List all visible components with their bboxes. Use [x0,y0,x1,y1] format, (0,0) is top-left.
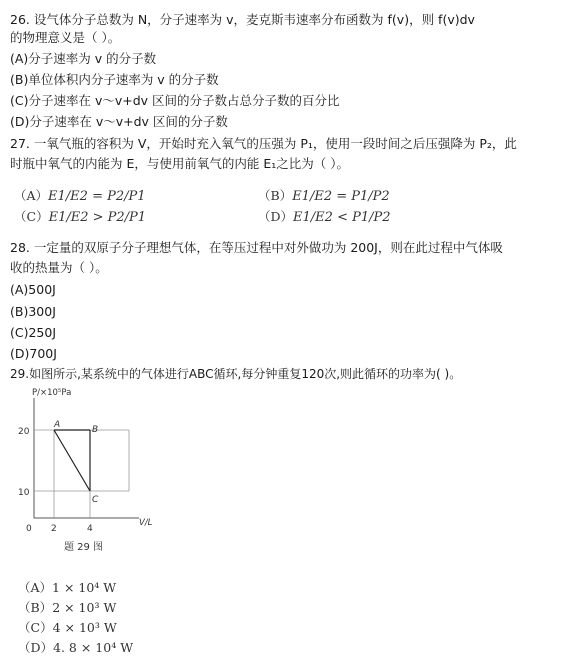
q27-stem-line2: 时瓶中氧气的内能为 E，与使用前氧气的内能 E₁之比为（ ）。 [10,156,349,171]
q29-option-b-label: （B） [18,600,53,615]
q26-option-a: (A)分子速率为 v 的分子数 [10,51,157,66]
q29-option-c-label: （C） [18,620,53,635]
q29-option-a-value: 1 × 10⁴ W [52,580,117,595]
q29-option-d-value: 4. 8 × 10⁴ W [53,640,134,655]
y-tick-20: 20 [18,427,30,437]
point-b-label: B [92,425,99,435]
q27-option-d [258,209,391,226]
q27-stem-line1: 27. 一氧气瓶的容积为 V，开始时充入氧气的压强为 P₁，使用一段时间之后压强降为 P₂，此 [10,136,517,151]
q27-option-b-label: （B） [258,188,293,203]
q29-option-d [18,640,133,656]
x-tick-0: 0 [26,524,32,534]
q28-option-b: (B)300J [10,304,56,319]
q28-option-c: (C)250J [10,325,57,340]
q27-option-b [258,188,390,205]
q27-option-a-label: （A） [14,188,49,203]
q29-option-c-value: 4 × 10³ W [52,620,117,635]
q27-option-c [14,209,146,226]
q27-option-a [14,188,146,205]
q29-option-c [18,620,117,636]
q27-option-d-expr: E1/E2 < P1/P2 [293,210,391,225]
q29-option-b-value: 2 × 10³ W [52,600,117,615]
q29-option-d-label: （D） [18,640,54,655]
q26-option-d: (D)分子速率在 v～v+dv 区间的分子数 [10,114,228,129]
q26-option-b: (B)单位体积内分子速率为 v 的分子数 [10,72,219,87]
q28-option-d: (D)700J [10,346,57,361]
q28-option-a: (A)500J [10,282,56,297]
x-tick-2: 2 [51,524,57,534]
q27-option-b-expr: E1/E2 = P1/P2 [292,189,390,204]
q29-pv-diagram [14,388,174,563]
q27-option-d-label: （D） [258,209,294,224]
y-tick-10: 10 [18,488,30,498]
figure-caption: 题 29 图 [64,542,104,553]
point-a-label: A [54,420,61,430]
x-axis-label: V/L [139,518,153,528]
q29-stem: 29.如图所示,某系统中的气体进行ABC循环,每分钟重复120次,则此循环的功率为( )。 [10,367,462,381]
q29-option-a [18,580,116,596]
q28-stem-line1: 28. 一定量的双原子分子理想气体，在等压过程中对外做功为 200J，则在此过程中气体吸 [10,240,503,255]
cycle-edge-ca [54,430,90,491]
q27-option-c-label: （C） [14,209,49,224]
q28-stem-line2: 收的热量为（ ）。 [10,260,108,275]
x-tick-4: 4 [87,524,93,534]
q26-stem-line1: 26. 设气体分子总数为 N，分子速率为 v，麦克斯韦速率分布函数为 f(v)，则 f(v)dv [10,12,475,27]
q27-option-a-expr: E1/E2 = P2/P1 [48,189,146,204]
point-c-label: C [92,495,99,505]
q29-option-a-label: （A） [18,580,53,595]
q27-option-c-expr: E1/E2 > P2/P1 [48,210,147,225]
y-axis-label: P/×10⁵Pa [32,388,72,398]
q26-option-c: (C)分子速率在 v～v+dv 区间的分子数占总分子数的百分比 [10,93,340,108]
q29-option-b [18,600,116,616]
q26-stem-line2: 的物理意义是（ ）。 [10,30,121,45]
